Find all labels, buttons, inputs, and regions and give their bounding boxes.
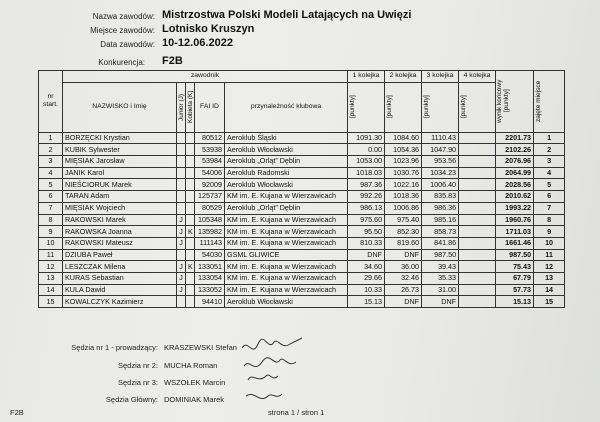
competitor-name: KOWALCZYK Kazimierz	[63, 296, 177, 308]
row-nr: 6	[39, 191, 63, 203]
row-nr: 14	[39, 284, 63, 296]
competitor-name: KULA Dawid	[63, 284, 177, 296]
table-row	[39, 272, 565, 284]
round-2-score: 1023.96	[385, 156, 422, 168]
round-3-score: 35.33	[422, 272, 459, 284]
col-header-round-1: 1 kolejka	[348, 71, 385, 83]
round-4-score	[459, 179, 496, 191]
place: 4	[534, 167, 565, 179]
competitor-name: LESZCZAK Milena	[63, 261, 177, 273]
round-3-score: 1047.90	[422, 144, 459, 156]
place: 2	[534, 144, 565, 156]
club: Aeroklub Włocławski	[225, 296, 348, 308]
col-header-competitor-group: zawodnik	[63, 71, 348, 83]
woman-flag	[186, 156, 195, 168]
judge-name: WSZOŁEK Marcin	[164, 378, 226, 387]
round-2-score: 36.00	[385, 261, 422, 273]
junior-flag: J	[177, 272, 186, 284]
judge-label: Sędzia Główny:	[105, 395, 158, 404]
round-3-score: 1034.23	[422, 167, 459, 179]
row-nr: 1	[39, 132, 63, 144]
round-3-score: 39.43	[422, 261, 459, 273]
round-3-score: 1006.40	[422, 179, 459, 191]
fai-id: 80512	[195, 132, 225, 144]
col-header-nr: nr start.	[39, 71, 63, 133]
fai-id: 53984	[195, 156, 225, 168]
row-nr: 12	[39, 261, 63, 273]
place: 1	[534, 132, 565, 144]
fai-id: 92009	[195, 179, 225, 191]
round-1-score: 986.13	[348, 202, 385, 214]
final-score: 987.50	[496, 249, 534, 261]
judge-label: Sędzia nr 2:	[117, 361, 158, 370]
competitor-name: NIEŚCIORUK Marek	[63, 179, 177, 191]
row-nr: 9	[39, 226, 63, 238]
table-row	[39, 191, 565, 203]
place: 6	[534, 191, 565, 203]
final-score: 2076.96	[496, 156, 534, 168]
competitor-name: TARAN Adam	[63, 191, 177, 203]
competitor-name: RAKOWSKI Marek	[63, 214, 177, 226]
competitor-name: MIĘSIAK Wojciech	[63, 202, 177, 214]
round-1-score: 810.33	[348, 237, 385, 249]
place: 13	[534, 272, 565, 284]
round-3-score: 986.36	[422, 202, 459, 214]
final-score: 75.43	[496, 261, 534, 273]
round-3-score: 841.86	[422, 237, 459, 249]
place: 7	[534, 202, 565, 214]
event-name: Mistrzostwa Polski Modeli Latających na Uwięzi	[162, 9, 412, 21]
place: 15	[534, 296, 565, 308]
club: Aeroklub Włocławski	[225, 179, 348, 191]
judge-name: KRASZEWSKI Stefan	[164, 343, 237, 352]
table-row	[39, 132, 565, 144]
woman-flag	[186, 214, 195, 226]
place: 10	[534, 237, 565, 249]
round-2-score: DNF	[385, 296, 422, 308]
event-place: Lotnisko Kruszyn	[162, 23, 255, 35]
row-nr: 4	[39, 167, 63, 179]
footer-page-number: strona 1 / stron 1	[268, 408, 325, 417]
round-1-score: 992.26	[348, 191, 385, 203]
final-score: 67.79	[496, 272, 534, 284]
fai-id: 54006	[195, 167, 225, 179]
event-date: 10-12.06.2022	[162, 37, 233, 49]
junior-flag	[177, 144, 186, 156]
fai-id: 133054	[195, 272, 225, 284]
place: 3	[534, 156, 565, 168]
club: GSML GLIWICE	[225, 249, 348, 261]
woman-flag: K	[186, 261, 195, 273]
col-header-round-3: 3 kolejka	[422, 71, 459, 83]
junior-flag	[177, 202, 186, 214]
round-4-score	[459, 237, 496, 249]
woman-flag	[186, 284, 195, 296]
junior-flag: J	[177, 261, 186, 273]
club: Aeroklub Radomski	[225, 167, 348, 179]
woman-flag	[186, 191, 195, 203]
competitor-name: MIĘSIAK Jarosław	[63, 156, 177, 168]
table-row	[39, 179, 565, 191]
round-4-score	[459, 261, 496, 273]
woman-flag	[186, 237, 195, 249]
judge-label: Sędzia nr 1 - prowadzący:	[71, 343, 158, 352]
woman-flag	[186, 249, 195, 261]
round-2-score: 26.73	[385, 284, 422, 296]
woman-flag	[186, 132, 195, 144]
fai-id: 111143	[195, 237, 225, 249]
col-header-woman: Kobieta (K)	[187, 90, 194, 124]
round-2-score: 852.30	[385, 226, 422, 238]
col-header-junior: Junior (J)	[178, 93, 185, 121]
club: KM im. E. Kujana w Wierzawicach	[225, 237, 348, 249]
round-1-score: 29.66	[348, 272, 385, 284]
final-score: 2201.73	[496, 132, 534, 144]
results-table	[38, 70, 565, 308]
place: 5	[534, 179, 565, 191]
fai-id: 53938	[195, 144, 225, 156]
round-3-score: 953.56	[422, 156, 459, 168]
fai-id: 133051	[195, 261, 225, 273]
woman-flag	[186, 167, 195, 179]
round-2-score: DNF	[385, 249, 422, 261]
competitor-name: JANIK Karol	[63, 167, 177, 179]
junior-flag	[177, 179, 186, 191]
round-1-score: 975.60	[348, 214, 385, 226]
col-header-round-4: 4 kolejka	[459, 71, 496, 83]
event-date-label: Data zawodów:	[100, 40, 155, 49]
club: KM im. E. Kujana w Wierzawicach	[225, 214, 348, 226]
table-row	[39, 156, 565, 168]
unit-points-1: [punkty]	[349, 95, 357, 119]
final-score: 1711.03	[496, 226, 534, 238]
competitor-name: RAKOWSKI Mateusz	[63, 237, 177, 249]
club: Aeroklub Śląski	[225, 132, 348, 144]
club: Aeroklub „Orląt” Dęblin	[225, 202, 348, 214]
round-1-score: 95.50	[348, 226, 385, 238]
round-3-score: 835.83	[422, 191, 459, 203]
round-4-score	[459, 272, 496, 284]
junior-flag	[177, 191, 186, 203]
round-3-score: 31.00	[422, 284, 459, 296]
row-nr: 11	[39, 249, 63, 261]
final-score: 1993.22	[496, 202, 534, 214]
round-3-score: DNF	[422, 296, 459, 308]
table-row	[39, 296, 565, 308]
round-1-score: DNF	[348, 249, 385, 261]
table-row	[39, 249, 565, 261]
final-score: 1960.76	[496, 214, 534, 226]
final-score: 2028.56	[496, 179, 534, 191]
woman-flag	[186, 272, 195, 284]
round-2-score: 1054.36	[385, 144, 422, 156]
woman-flag	[186, 179, 195, 191]
competitor-name: KURAS Sebastian	[63, 272, 177, 284]
unit-points-4: [punkty]	[460, 95, 468, 119]
round-1-score: 1091.30	[348, 132, 385, 144]
competitor-name: KUBIK Sylwester	[63, 144, 177, 156]
final-score: 57.73	[496, 284, 534, 296]
round-4-score	[459, 226, 496, 238]
table-row	[39, 261, 565, 273]
round-1-score: 10.33	[348, 284, 385, 296]
round-2-score: 1022.16	[385, 179, 422, 191]
club: KM im. E. Kujana w Wierzawicach	[225, 261, 348, 273]
row-nr: 3	[39, 156, 63, 168]
event-place-label: Miejsce zawodów:	[90, 26, 155, 35]
round-2-score: 819.60	[385, 237, 422, 249]
col-header-club: przynależność klubowa	[225, 82, 348, 132]
club: Aeroklub „Orląt” Dęblin	[225, 156, 348, 168]
round-1-score: 0.00	[348, 144, 385, 156]
row-nr: 5	[39, 179, 63, 191]
round-4-score	[459, 214, 496, 226]
junior-flag	[177, 249, 186, 261]
final-score: 2102.26	[496, 144, 534, 156]
judge-name: MUCHA Roman	[164, 361, 218, 370]
woman-flag: K	[186, 226, 195, 238]
round-1-score: 1053.00	[348, 156, 385, 168]
competitor-name: RAKOWSKA Joanna	[63, 226, 177, 238]
junior-flag	[177, 296, 186, 308]
junior-flag	[177, 167, 186, 179]
round-4-score	[459, 296, 496, 308]
unit-points-3: [punkty]	[423, 95, 431, 119]
event-name-label: Nazwa zawodów:	[92, 12, 155, 21]
row-nr: 8	[39, 214, 63, 226]
junior-flag: J	[177, 214, 186, 226]
fai-id: 125737	[195, 191, 225, 203]
class-label: Konkurencja:	[98, 58, 145, 67]
fai-id: 105348	[195, 214, 225, 226]
table-row	[39, 144, 565, 156]
round-2-score: 1030.76	[385, 167, 422, 179]
fai-id: 135982	[195, 226, 225, 238]
competitor-name: DZIUBA Paweł	[63, 249, 177, 261]
round-4-score	[459, 167, 496, 179]
club: KM im. E. Kujana w Wierzawicach	[225, 191, 348, 203]
fai-id: 94410	[195, 296, 225, 308]
junior-flag: J	[177, 226, 186, 238]
col-header-final: wynik końcowy [punkty]	[496, 79, 511, 124]
round-2-score: 1006.86	[385, 202, 422, 214]
club: KM im. E. Kujana w Wierzawicach	[225, 284, 348, 296]
woman-flag	[186, 144, 195, 156]
junior-flag	[177, 132, 186, 144]
col-header-place: zajęte miejsce	[535, 80, 543, 122]
final-score: 2010.62	[496, 191, 534, 203]
table-row	[39, 202, 565, 214]
table-row	[39, 214, 565, 226]
round-2-score: 975.40	[385, 214, 422, 226]
fai-id: 54030	[195, 249, 225, 261]
round-4-score	[459, 132, 496, 144]
judge-name: DOMINIAK Marek	[164, 395, 225, 404]
junior-flag	[177, 156, 186, 168]
row-nr: 13	[39, 272, 63, 284]
junior-flag: J	[177, 237, 186, 249]
junior-flag: J	[177, 284, 186, 296]
row-nr: 2	[39, 144, 63, 156]
class-value: F2B	[162, 55, 183, 67]
unit-points-2: [punkty]	[386, 95, 394, 119]
club: KM im. E. Kujana w Wierzawicach	[225, 272, 348, 284]
round-1-score: 34.60	[348, 261, 385, 273]
place: 8	[534, 214, 565, 226]
round-1-score: 1018.03	[348, 167, 385, 179]
round-4-score	[459, 156, 496, 168]
round-2-score: 1018.36	[385, 191, 422, 203]
col-header-fai-id: FAI ID	[195, 82, 225, 132]
round-3-score: 1110.43	[422, 132, 459, 144]
woman-flag	[186, 202, 195, 214]
round-1-score: 15.13	[348, 296, 385, 308]
final-score: 2064.99	[496, 167, 534, 179]
club: Aeroklub Włocławski	[225, 144, 348, 156]
row-nr: 10	[39, 237, 63, 249]
table-row	[39, 167, 565, 179]
table-row	[39, 284, 565, 296]
final-score: 1661.46	[496, 237, 534, 249]
col-header-round-2: 2 kolejka	[385, 71, 422, 83]
fai-id: 80529	[195, 202, 225, 214]
round-3-score: 987.50	[422, 249, 459, 261]
round-4-score	[459, 284, 496, 296]
club: KM im. E. Kujana w Wierzawicach	[225, 226, 348, 238]
round-2-score: 32.46	[385, 272, 422, 284]
table-row	[39, 237, 565, 249]
competitor-name: BORZĘCKI Krystian	[63, 132, 177, 144]
woman-flag	[186, 296, 195, 308]
row-nr: 7	[39, 202, 63, 214]
table-row	[39, 226, 565, 238]
place: 14	[534, 284, 565, 296]
round-1-score: 987.36	[348, 179, 385, 191]
place: 12	[534, 261, 565, 273]
footer-class-code: F2B	[10, 408, 24, 417]
round-2-score: 1084.60	[385, 132, 422, 144]
place: 11	[534, 249, 565, 261]
fai-id: 133052	[195, 284, 225, 296]
final-score: 15.13	[496, 296, 534, 308]
signature-scribbles	[238, 334, 308, 414]
round-4-score	[459, 202, 496, 214]
col-header-name: NAZWISKO i Imię	[63, 82, 177, 132]
judge-label: Sędzia nr 3:	[117, 378, 158, 387]
round-4-score	[459, 144, 496, 156]
round-4-score	[459, 249, 496, 261]
row-nr: 15	[39, 296, 63, 308]
place: 9	[534, 226, 565, 238]
round-3-score: 858.73	[422, 226, 459, 238]
round-3-score: 985.16	[422, 214, 459, 226]
round-4-score	[459, 191, 496, 203]
